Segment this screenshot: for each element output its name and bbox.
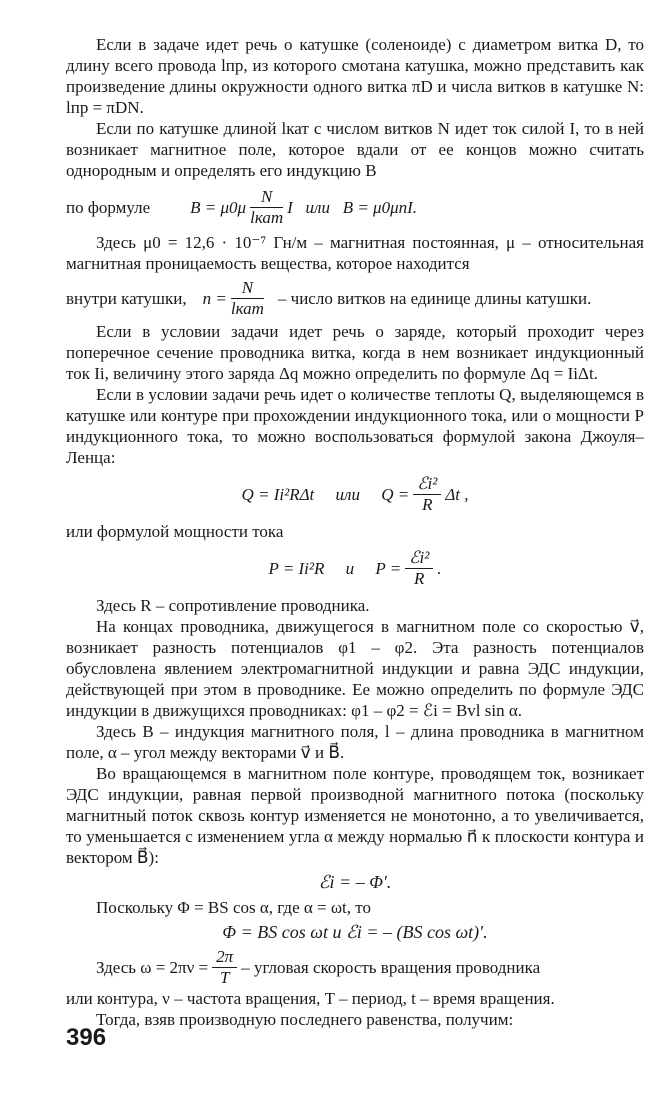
formula-power-left: P = Ii²R и P = <box>268 558 402 578</box>
paragraph-solenoid-field: Если по катушке длиной lкат с числом витков N идет ток силой I, то в ней возникает магнитное поле, которое вдали от ее концов можно считать однородным и определять его индукцию B <box>66 119 644 180</box>
formula-angular-velocity-row <box>96 947 644 988</box>
formula-heat-left: Q = Ii²RΔt или Q = <box>241 484 410 504</box>
formula-heat-right: Δt , <box>445 484 469 504</box>
formula-power-row <box>66 548 644 589</box>
formula-emf-derivative: ℰi = – Φ′. <box>318 872 392 892</box>
fraction-emf-squared-over-r <box>413 474 441 515</box>
paragraph-heat: Если в условии задачи речь идет о количестве теплоты Q, выделяющемся в катушке или контуре при прохождении индукционного тока, или о мощности P индукционного тока, то можно воспользоваться формулой закона Джоуля–Ленца: <box>66 385 644 467</box>
paragraph-magnetic-constant: Здесь μ0 = 12,6 · 10⁻⁷ Гн/м – магнитная постоянная, μ – относительная магнитная проницаемость вещества, которое находится <box>66 233 644 273</box>
formula-joule-lenz-row <box>66 474 644 515</box>
formula-induction-row <box>66 187 644 228</box>
fraction-denominator: R <box>414 569 425 588</box>
fraction-2pi-over-t <box>212 947 237 988</box>
fraction-n-over-l <box>231 278 264 319</box>
fraction-numerator: 2π <box>212 947 237 968</box>
fraction-emf-squared-over-r <box>405 548 433 589</box>
paragraph-flux: Поскольку Φ = BS cos α, где α = ωt, то <box>96 898 371 917</box>
formula-flux-cos: Φ = BS cos ωt и ℰi = – (BS cos ωt)′. <box>222 922 488 942</box>
paragraph-rotating-loop: Во вращающемся в магнитном поле контуре, проводящем ток, возникает ЭДС индукции, равная первой производной магнитного потока (поскольку магнитный поток сквозь контур изменяется не монотонно, а то увеличивается, то уменьшается с изменением угла α между нормалью n⃗ к плоскости контура и вектором B⃗): <box>66 764 644 867</box>
fraction-n-over-l <box>250 187 283 228</box>
formula-lead: Здесь ω = 2πν = <box>96 957 209 977</box>
fraction-numerator: ℰi² <box>413 474 441 495</box>
formula-induction-right: I или B = μ0μnI. <box>287 197 418 217</box>
fraction-denominator: R <box>422 495 433 514</box>
formula-turns-density-row <box>66 278 644 319</box>
paragraph-moving-conductor: На концах проводника, движущегося в магнитном поле со скоростью v⃗, возникает разность потенциалов φ1 – φ2. Эта разность потенциалов обусловлена явлением электромагнитной индукции и равна ЭДС индукции, действующей при этом в проводнике. Ее можно определить по формуле ЭДС индукции в движущихся проводниках: φ1 – φ2 = ℰi = Bvl sin α. <box>66 617 644 720</box>
fraction-numerator: N <box>250 187 283 208</box>
formula-lead: внутри катушки, <box>66 288 187 308</box>
paragraph-frequency: или контура, ν – частота вращения, T – период, t – время вращения. <box>66 989 555 1008</box>
paragraph-charge: Если в условии задачи идет речь о заряде, который проходит через поперечное сечение проводника витка, когда в нем возникает индукционный ток Ii, величину этого заряда Δq можно определить по формуле Δq = IiΔt. <box>66 322 644 383</box>
page-number: 396 <box>66 1024 107 1051</box>
formula-lead: по формуле <box>66 197 151 217</box>
paragraph-solenoid-wire: Если в задаче идет речь о катушке (соленоиде) с диаметром витка D, то длину всего провода lпр, из которого смотана катушка, можно представить как произведение длины окружности одного витка πD и числа витков в катушке N: lпр = πDN. <box>66 35 644 117</box>
paragraph-derivative: Тогда, взяв производную последнего равенства, получим: <box>96 1010 514 1029</box>
fraction-numerator: ℰi² <box>405 548 433 569</box>
formula-n-symbol: n = <box>202 288 227 308</box>
fraction-denominator: lкат <box>250 208 284 227</box>
formula-tail: – угловая скорость вращения проводника <box>241 957 541 977</box>
fraction-denominator: lкат <box>230 299 264 318</box>
paragraph-power-intro: или формулой мощности тока <box>66 522 284 541</box>
formula-power-right: . <box>437 558 442 578</box>
formula-tail: – число витков на единице длины катушки. <box>277 289 592 308</box>
fraction-denominator: T <box>219 968 230 987</box>
fraction-numerator: N <box>231 278 264 299</box>
paragraph-resistance: Здесь R – сопротивление проводника. <box>96 596 370 615</box>
paragraph-induction-note: Здесь B – индукция магнитного поля, l – длина проводника в магнитном поле, α – угол между векторами v⃗ и B⃗. <box>66 722 644 762</box>
formula-induction-left: B = μ0μ <box>190 197 247 217</box>
